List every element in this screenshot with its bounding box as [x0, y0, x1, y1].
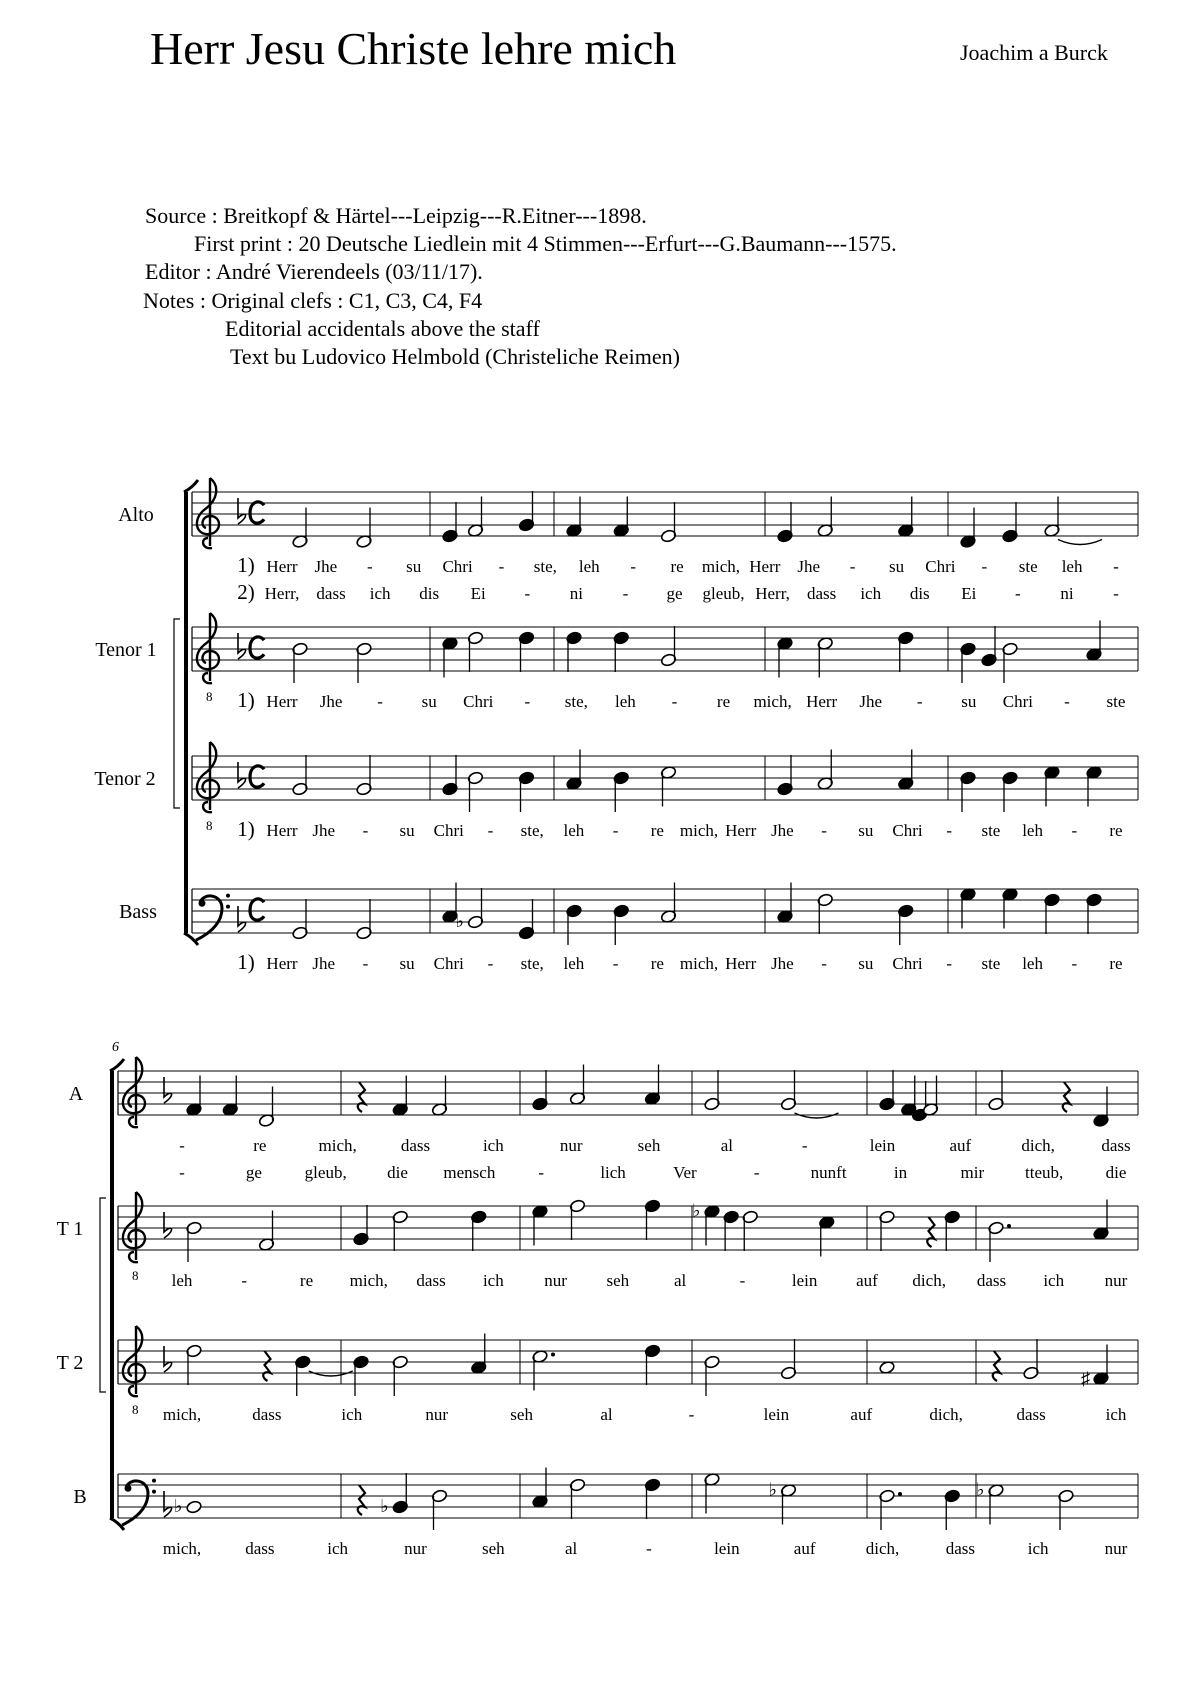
lyric-syllable: su [961, 692, 977, 711]
lyric-syllable: gleub, [304, 1163, 347, 1182]
lyric-syllable: nur [1104, 1539, 1128, 1558]
tenor-bracket [174, 619, 180, 808]
flat-key-signature [164, 1212, 172, 1238]
lyric-syllable: - [1071, 954, 1078, 973]
flat-key-signature [164, 1346, 172, 1372]
lyric-syllable: lich [600, 1163, 626, 1182]
quarter-rest-icon [358, 1082, 365, 1112]
lyric-syllable: dass [1101, 1136, 1131, 1155]
lyric-syllable: - [241, 1271, 248, 1290]
note-head [186, 1500, 203, 1514]
treble-clef-icon [197, 742, 219, 812]
system-bracket [184, 492, 188, 933]
measure-number: 6 [112, 1040, 119, 1055]
lyric-syllable: Chri [433, 954, 464, 973]
lyric-syllable: mir [960, 1163, 985, 1182]
lyric-syllable: Herr [749, 557, 781, 576]
lyric-syllable: Chri [925, 557, 956, 576]
lyric-syllable: - [362, 821, 369, 840]
instrument-name: Tenor 2 [94, 768, 156, 790]
lyric-syllable: - [612, 954, 619, 973]
lyric-syllable: ste [1018, 557, 1038, 576]
lyric-syllable: - [179, 1163, 185, 1182]
quarter-rest-icon [1063, 1082, 1070, 1112]
lyric-syllable: in [893, 1163, 908, 1182]
staff-bass [119, 883, 1138, 975]
lyric-syllable: die [387, 1163, 408, 1182]
lyric-syllable: - [1064, 692, 1070, 711]
lyric-syllable: Jhe [771, 821, 794, 840]
lyric-syllable: re [670, 557, 684, 576]
lyric-syllable: ge [666, 584, 683, 603]
bass-clef-dot [199, 900, 206, 907]
editorial-line: Editorial accidentals above the staff [225, 316, 540, 341]
lyric-syllable: dass [1016, 1405, 1046, 1424]
lyric-syllable: dis [419, 584, 440, 603]
lyric-syllable: - [821, 821, 827, 840]
lyric-syllable: ich [341, 1405, 363, 1424]
lyric-syllable: dass [252, 1405, 282, 1424]
lyric-syllable: ste, [564, 692, 588, 711]
source-line: Source : Breitkopf & Härtel---Leipzig---R.Eitner---1898. [145, 203, 647, 228]
lyric-syllable: - [981, 557, 988, 576]
lyric-syllable: - [688, 1405, 695, 1424]
lyric-syllable: lein [714, 1539, 740, 1558]
lyric-syllable: su [888, 557, 905, 576]
lyric-syllable: Ei [961, 584, 977, 603]
verse-number: 1) [237, 817, 255, 841]
lyric-syllable: ich [482, 1271, 504, 1290]
lyric-syllable: tteub, [1025, 1163, 1064, 1182]
lyric-syllable: Chri [892, 954, 923, 973]
bracket-top-hook [184, 480, 198, 492]
lyric-syllable: lein [763, 1405, 790, 1424]
lyric-syllable: - [524, 584, 531, 603]
instrument-name: T 1 [56, 1218, 84, 1240]
lyric-syllable: seh [637, 1136, 661, 1155]
editor-line: Editor : André Vierendeels (03/11/17). [145, 259, 483, 284]
lyric-syllable: seh [606, 1271, 630, 1290]
lyric-syllable: nunft [810, 1163, 847, 1182]
flat-key-signature [164, 1077, 172, 1103]
lyric-syllable: dich, [865, 1539, 900, 1558]
lyric-syllable: - [821, 954, 827, 973]
lyric-syllable: dass [400, 1136, 431, 1155]
notes-line: Notes : Original clefs : C1, C3, C4, F4 [143, 288, 483, 313]
lyric-syllable: - [753, 1163, 760, 1182]
bass-clef-dot [125, 1485, 132, 1492]
lyric-syllable: ge [245, 1163, 262, 1182]
lyric-syllable: Ver [673, 1163, 697, 1182]
lyric-syllable: - [916, 692, 923, 711]
flat-key-signature [238, 906, 246, 932]
lyric-syllable: re [1109, 954, 1123, 973]
quarter-rest-icon [263, 1351, 270, 1381]
lyric-syllable: ste, [520, 821, 544, 840]
lyric-syllable: re [716, 692, 731, 711]
bass-clef-dot [152, 1490, 156, 1494]
lyric-syllable: dass [316, 584, 346, 603]
lyric-syllable: nur [544, 1271, 567, 1290]
lyric-syllable: Jhe [312, 954, 336, 973]
lyric-syllable: dis [909, 584, 930, 603]
lyric-syllable: Herr [806, 692, 838, 711]
lyric-syllable: - [1015, 584, 1021, 603]
lyric-syllable: - [487, 954, 494, 973]
augmentation-dot [1007, 1224, 1011, 1228]
lyric-syllable: Jhe [859, 692, 883, 711]
lyric-syllable: Jhe [312, 821, 336, 840]
lyric-syllable: dass [976, 1271, 1007, 1290]
lyric-syllable: - [377, 692, 383, 711]
lyric-syllable: Herr [266, 692, 298, 711]
lyric-syllable: re [1109, 821, 1123, 840]
lyric-syllable: mensch [443, 1163, 496, 1182]
lyric-syllable: - [1113, 557, 1119, 576]
lyric-syllable: mich, [162, 1539, 202, 1558]
lyric-syllable: seh [510, 1405, 533, 1424]
lyric-syllable: leh [1061, 557, 1083, 576]
lyric-syllable: nur [425, 1405, 449, 1424]
lyric-syllable: lein [869, 1136, 896, 1155]
lyric-syllable: ste [981, 954, 1001, 973]
lyric-syllable: dich, [929, 1405, 963, 1424]
lyric-syllable: ni [569, 584, 583, 603]
lyric-syllable: die [1105, 1163, 1127, 1182]
system-bracket [110, 1071, 114, 1518]
staff-t-1 [57, 1192, 1138, 1290]
instrument-name: Alto [118, 504, 154, 526]
octave-8-mark: 8 [206, 818, 213, 833]
instrument-name: Tenor 1 [95, 639, 157, 661]
lyric-syllable: - [646, 1539, 652, 1558]
lyric-syllable: ich [1027, 1539, 1049, 1558]
lyric-syllable: - [1113, 584, 1119, 603]
lyric-syllable: - [498, 557, 505, 576]
instrument-name: B [73, 1486, 87, 1508]
lyric-syllable: mich, [701, 557, 741, 576]
lyric-syllable: - [538, 1163, 545, 1182]
lyric-syllable: nur [404, 1539, 427, 1558]
flat-accidental: ♭ [174, 1496, 183, 1516]
lyric-syllable: su [421, 692, 437, 711]
lyric-syllable: - [524, 692, 531, 711]
verse-number: 1) [237, 950, 255, 974]
lyric-syllable: ich [482, 1136, 504, 1155]
flat-accidental: ♭ [380, 1496, 389, 1516]
lyric-syllable: dass [807, 584, 837, 603]
lyric-syllable: Jhe [314, 557, 338, 576]
lyric-syllable: - [630, 557, 636, 576]
note-head [879, 1360, 896, 1374]
staff-tenor-1 [95, 613, 1138, 712]
verse-number: 2) [237, 580, 255, 604]
lyric-syllable: Herr [725, 821, 757, 840]
lyric-syllable: al [673, 1271, 687, 1290]
quarter-rest-icon [993, 1351, 1000, 1381]
lyric-syllable: auf [793, 1539, 816, 1558]
lyric-syllable: leh [1022, 954, 1043, 973]
common-time-icon [250, 899, 264, 920]
flat-key-signature [238, 498, 246, 524]
instrument-name: T 2 [56, 1352, 84, 1374]
common-time-icon [250, 637, 264, 658]
lyric-syllable: su [399, 954, 415, 973]
lyric-syllable: leh [578, 557, 600, 576]
lyric-syllable: Jhe [319, 692, 343, 711]
lyric-syllable: ich [1043, 1271, 1065, 1290]
lyric-syllable: su [858, 821, 874, 840]
treble-clef-icon [197, 613, 219, 683]
verse-number: 1) [237, 688, 255, 712]
flat-accidental: ♭ [455, 911, 464, 931]
lyric-syllable: ich [860, 584, 882, 603]
octave-8-mark: 8 [132, 1402, 139, 1417]
lyric-syllable: Chri [433, 821, 464, 840]
lyric-syllable: Chri [1002, 692, 1033, 711]
lyric-syllable: auf [949, 1136, 972, 1155]
treble-clef-icon [123, 1057, 145, 1127]
lyric-syllable: su [858, 954, 874, 973]
quarter-rest-icon [358, 1485, 365, 1515]
common-time-icon [250, 502, 264, 523]
lyric-syllable: gleub, [702, 584, 745, 603]
lyric-syllable: ich [327, 1539, 349, 1558]
lyric-syllable: auf [856, 1271, 878, 1290]
instrument-name: A [68, 1083, 84, 1105]
lyric-syllable: dich, [912, 1271, 946, 1290]
staff-b [73, 1468, 1138, 1559]
lyric-syllable: Chri [892, 821, 923, 840]
lyric-syllable: - [849, 557, 856, 576]
lyric-syllable: - [487, 821, 494, 840]
lyric-syllable: dich, [1021, 1136, 1055, 1155]
verse-number: 1) [237, 553, 255, 577]
lyric-syllable: - [671, 692, 678, 711]
lyric-syllable: al [600, 1405, 613, 1424]
instrument-name: Bass [119, 901, 157, 923]
composer-name: Joachim a Burck [960, 40, 1108, 65]
treble-clef-icon [123, 1326, 145, 1396]
lyric-syllable: nur [559, 1136, 583, 1155]
octave-8-mark: 8 [132, 1268, 139, 1283]
lyric-syllable: leh [171, 1271, 193, 1290]
staff-alto [118, 478, 1138, 604]
lyric-syllable: seh [481, 1539, 505, 1558]
lyric-syllable: re [650, 821, 664, 840]
lyric-syllable: - [946, 954, 953, 973]
lyric-syllable: Herr [266, 557, 298, 576]
lyric-syllable: - [622, 584, 629, 603]
lyric-syllable: ste [1106, 692, 1126, 711]
augmentation-dot [551, 1353, 555, 1357]
flat-key-signature [164, 1491, 172, 1517]
flat-accidental: ♭ [692, 1200, 701, 1221]
bass-clef-dot [152, 1479, 156, 1483]
lyric-syllable: ste [981, 821, 1001, 840]
flat-key-signature [238, 762, 246, 788]
system-1 [94, 478, 1138, 974]
lyric-syllable: dass [245, 1539, 275, 1558]
augmentation-dot [898, 1492, 902, 1496]
octave-8-mark: 8 [206, 689, 213, 704]
lyric-syllable: re [299, 1271, 314, 1290]
lyric-syllable: Herr, [755, 584, 790, 603]
flat-key-signature [238, 633, 246, 659]
lyric-syllable: Jhe [771, 954, 794, 973]
lyric-syllable: dass [945, 1539, 975, 1558]
common-time-icon [250, 766, 264, 787]
lyric-syllable: - [362, 954, 369, 973]
sharp-accidental: ♯ [1081, 1368, 1090, 1389]
lyric-syllable: ich [369, 584, 391, 603]
lyric-syllable: mich, [349, 1271, 388, 1290]
lyric-syllable: mich, [162, 1405, 202, 1424]
lyric-syllable: re [253, 1136, 267, 1155]
bracket-top-hook [110, 1059, 124, 1071]
lyric-syllable: su [399, 821, 415, 840]
lyric-syllable: leh [1022, 821, 1043, 840]
staff-t-2 [57, 1326, 1138, 1424]
lyric-syllable: nur [1104, 1271, 1128, 1290]
text-credit-line: Text bu Ludovico Helmbold (Christeliche Reimen) [230, 344, 680, 369]
treble-clef-icon [197, 478, 219, 548]
lyric-syllable: leh [615, 692, 636, 711]
lyric-syllable: Herr, [264, 584, 300, 603]
lyric-syllable: Herr [266, 821, 298, 840]
lyric-syllable: al [720, 1136, 733, 1155]
lyric-syllable: auf [850, 1405, 873, 1424]
lyric-syllable: - [612, 821, 619, 840]
lyric-syllable: Chri [463, 692, 494, 711]
page-title: Herr Jesu Christe lehre mich [150, 23, 677, 74]
flat-accidental: ♭ [976, 1479, 985, 1500]
treble-clef-icon [123, 1192, 145, 1262]
lyric-syllable: - [739, 1271, 746, 1290]
system-2 [57, 1040, 1138, 1558]
lyric-syllable: Jhe [797, 557, 821, 576]
lyric-syllable: mich, [753, 692, 792, 711]
bass-clef-dot [226, 894, 230, 898]
lyric-syllable: su [406, 557, 422, 576]
tenor-bracket [100, 1198, 106, 1392]
lyric-syllable: Ei [470, 584, 486, 603]
staff-a [69, 1057, 1138, 1182]
lyric-syllable: - [946, 821, 953, 840]
lyric-syllable: Herr [725, 954, 757, 973]
lyric-syllable: ich [1105, 1405, 1127, 1424]
lyric-syllable: - [801, 1136, 808, 1155]
staff-tenor-2 [94, 742, 1138, 841]
lyric-syllable: - [179, 1136, 185, 1155]
lyric-syllable: Chri [442, 557, 473, 576]
tie [1058, 540, 1102, 545]
lyric-syllable: mich, [679, 821, 719, 840]
lyric-syllable: ste, [533, 557, 557, 576]
lyric-syllable: ni [1060, 584, 1074, 603]
lyric-syllable: re [650, 954, 664, 973]
lyric-syllable: mich, [318, 1136, 357, 1155]
lyric-syllable: Herr [266, 954, 298, 973]
lyric-syllable: dass [416, 1271, 446, 1290]
lyric-syllable: leh [563, 954, 585, 973]
lyric-syllable: lein [791, 1271, 818, 1290]
bass-clef-dot [226, 905, 230, 909]
quarter-rest-icon [927, 1217, 934, 1247]
first-print-line: First print : 20 Deutsche Liedlein mit 4 Stimmen---Erfurt---G.Baumann---1575. [194, 231, 897, 256]
lyric-syllable: al [565, 1539, 578, 1558]
lyric-syllable: - [366, 557, 373, 576]
lyric-syllable: - [1071, 821, 1078, 840]
flat-accidental: ♭ [768, 1479, 777, 1500]
lyric-syllable: ste, [520, 954, 544, 973]
lyric-syllable: mich, [679, 954, 719, 973]
lyric-syllable: leh [563, 821, 585, 840]
